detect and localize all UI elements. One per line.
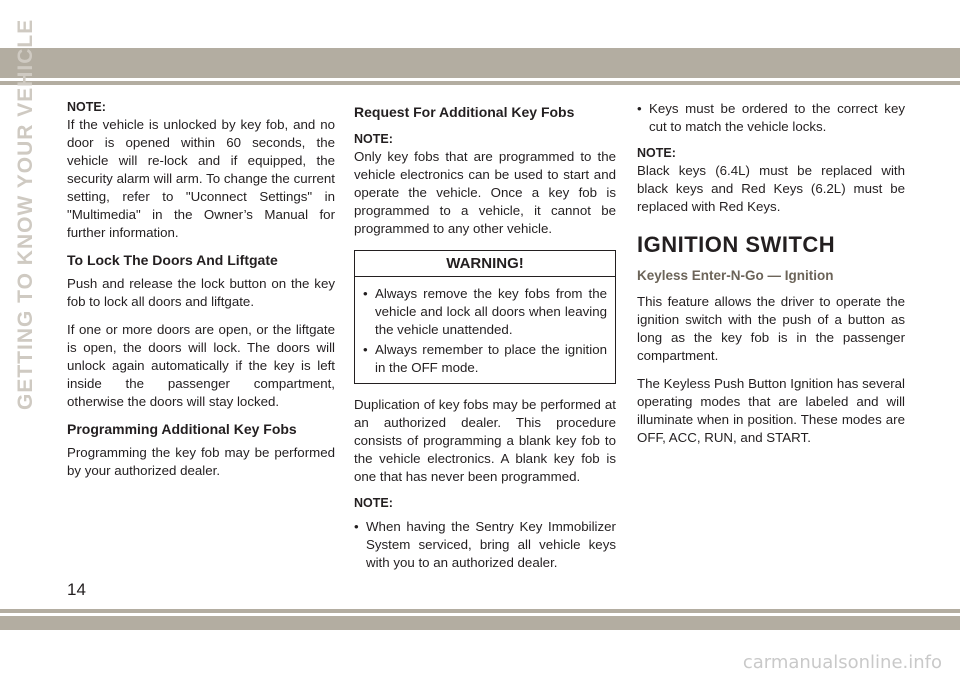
warning-box: [354, 250, 616, 384]
page-number: 14: [67, 580, 86, 599]
list-item: • Always remember to place the ignition in the OFF mode.: [363, 341, 607, 377]
column-2: [354, 100, 616, 582]
note-text: Black keys (6.4L) must be replaced with black keys and Red Keys (6.2L) must be replaced with Red Keys.: [637, 163, 905, 214]
watermark: carmanualsonline.info: [742, 652, 942, 673]
footer-band: [0, 616, 960, 630]
note-text: If the vehicle is unlocked by key fob, and no door is opened within 60 seconds, the vehicle will re-lock and if equipped, the security alarm will arm. To change the current setting, refer to "Uconnect Settings" in "Multimedia" in the Owner’s Manual for further information.: [67, 117, 335, 240]
note-label: NOTE:: [637, 146, 676, 160]
section-side-title: GETTING TO KNOW YOUR VEHICLE: [14, 18, 37, 410]
heading-programming: Programming Additional Key Fobs: [67, 421, 297, 437]
column-3: [637, 100, 905, 457]
list-item: • Keys must be ordered to the correct key cut to match the vehicle locks.: [637, 100, 905, 136]
paragraph: The Keyless Push Button Ignition has several operating modes that are labeled and will illuminate when in position. These modes are OFF, ACC, RUN, and START.: [637, 376, 905, 445]
note-text: Only key fobs that are programmed to the vehicle electronics can be used to start and operate the vehicle. Once a key fob is programmed to a vehicle, it cannot be programmed to any other vehicle.: [354, 149, 616, 236]
heading-ignition-switch: IGNITION SWITCH: [637, 232, 836, 257]
note-label: NOTE:: [354, 132, 393, 146]
heading-lock-doors: To Lock The Doors And Liftgate: [67, 252, 278, 268]
paragraph: Push and release the lock button on the key fob to lock all doors and liftgate.: [67, 276, 335, 309]
warning-list: [363, 285, 607, 377]
note-list: [354, 518, 616, 572]
note-label: NOTE:: [67, 100, 106, 114]
footer-rule: [0, 609, 960, 613]
warning-title: WARNING!: [355, 251, 615, 277]
note-label: NOTE:: [354, 496, 393, 510]
subheading-keyless: Keyless Enter-N-Go — Ignition: [637, 268, 834, 283]
paragraph: If one or more doors are open, or the liftgate is open, the doors will lock. The doors will unlock again automatically if the key is left inside the passenger compartment, otherwise the doors will stay locked.: [67, 322, 335, 409]
header-rule: [0, 81, 960, 85]
paragraph: This feature allows the driver to operate the ignition switch with the push of a button as long as the key fob is in the passenger compartment.: [637, 294, 905, 363]
list-item: • When having the Sentry Key Immobilizer System serviced, bring all vehicle keys with you to an authorized dealer.: [354, 518, 616, 572]
bullet-list: [637, 100, 905, 136]
list-item: • Always remove the key fobs from the vehicle and lock all doors when leaving the vehicle unattended.: [363, 285, 607, 339]
paragraph: Duplication of key fobs may be performed at an authorized dealer. This procedure consists of programming a blank key fob to the vehicle electronics. A blank key fob is one that has never been programmed.: [354, 397, 616, 484]
column-1: [67, 100, 335, 490]
paragraph: Programming the key fob may be performed by your authorized dealer.: [67, 445, 335, 478]
header-band: [0, 48, 960, 78]
heading-request-fobs: Request For Additional Key Fobs: [354, 104, 575, 120]
